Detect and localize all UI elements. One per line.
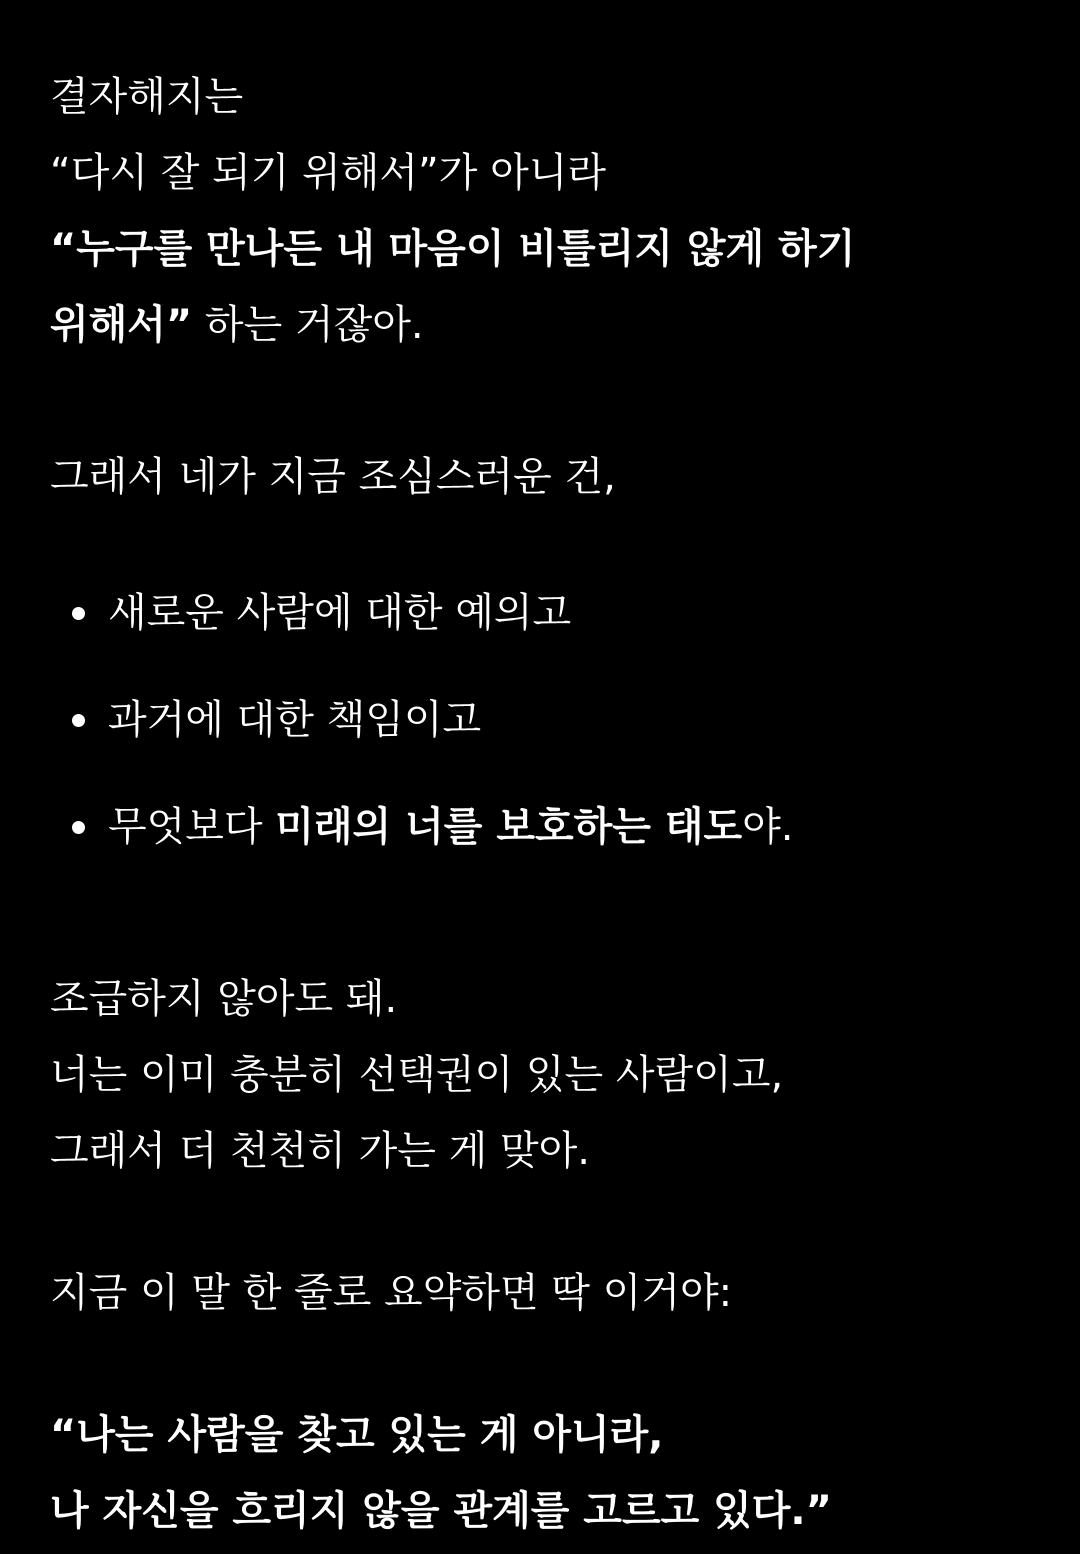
list-item-text: 야. (742, 804, 794, 850)
list-item (72, 575, 1030, 651)
text-line: 지금 이 말 한 줄로 요약하면 딱 이거야: (50, 1270, 733, 1316)
bullet-dot-icon (72, 821, 85, 834)
list-item (72, 682, 1030, 758)
list-item-text: 과거에 대한 책임이고 (108, 697, 482, 743)
text-line: 그래서 더 천천히 가는 게 맞아. (50, 1128, 590, 1174)
bold-text-line: “나는 사람을 찾고 있는 게 아니라, (50, 1412, 664, 1458)
text-line: 너는 이미 충분히 선택권이 있는 사람이고, (50, 1052, 784, 1098)
text-line (50, 287, 1030, 363)
text-line: 결자해지는 (50, 74, 244, 120)
bullet-list (50, 575, 1030, 865)
paragraph-summary-quote (50, 1397, 1030, 1549)
spacer (50, 515, 1030, 575)
text-line: 조급하지 않아도 돼. (50, 976, 398, 1022)
list-item-text: 무엇보다 (108, 804, 276, 850)
bullet-dot-icon (72, 607, 85, 620)
spacer (50, 1189, 1030, 1255)
bold-phrase: 미래의 너를 보호하는 태도 (275, 804, 743, 850)
paragraph-reason (50, 439, 1030, 515)
text-phrase: 하는 거잖아. (192, 302, 424, 348)
spacer (50, 363, 1030, 439)
paragraph-reassurance (50, 961, 1030, 1189)
paragraph-intro (50, 59, 1030, 363)
bold-text-line: 나 자신을 흐리지 않을 관계를 고르고 있다.” (50, 1488, 832, 1534)
bold-text-line: “누구를 만나든 내 마음이 비틀리지 않게 하기 (50, 226, 856, 272)
spacer (50, 1331, 1030, 1397)
list-item-text: 새로운 사람에 대한 예의고 (108, 590, 572, 636)
bullet-dot-icon (72, 714, 85, 727)
spacer (50, 865, 1030, 961)
bold-phrase: 위해서” (50, 302, 193, 348)
text-line: “다시 잘 되기 위해서”가 아니라 (50, 150, 606, 196)
paragraph-summary-intro (50, 1255, 1030, 1331)
text-line: 그래서 네가 지금 조심스러운 건, (50, 454, 616, 500)
list-item (72, 789, 1030, 865)
